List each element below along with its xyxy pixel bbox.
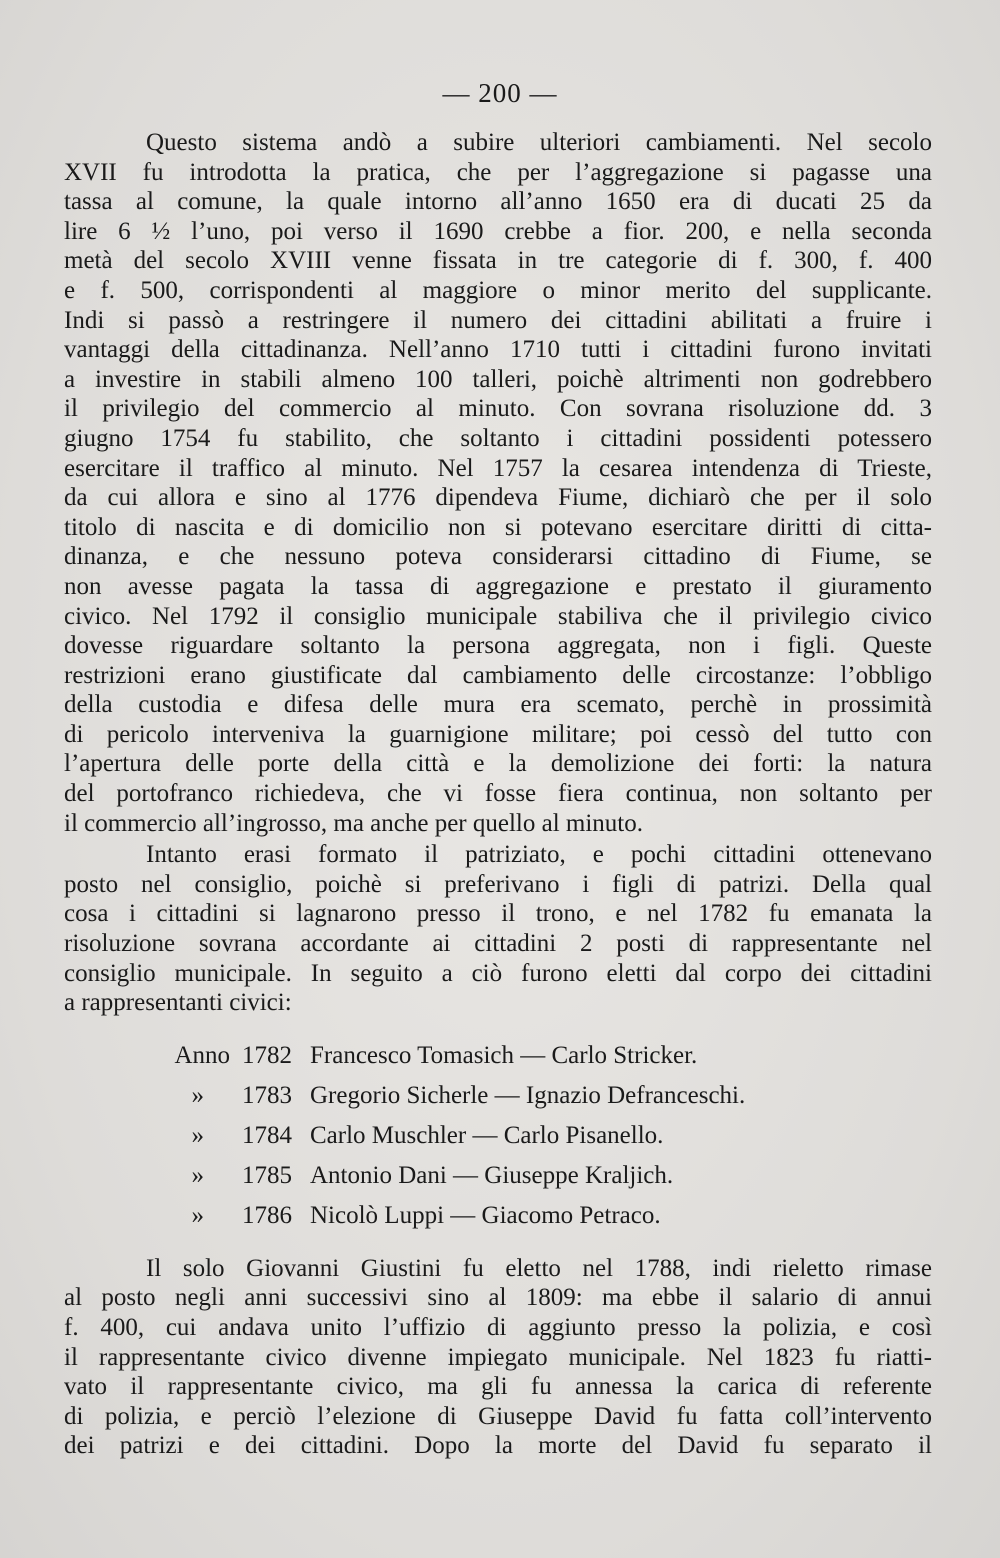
representative-row — [64, 1116, 932, 1156]
text-line: metà del secolo XVIII venne fissata in tre categorie di f. 300, f. 400 — [64, 247, 932, 275]
text-line: a rappresentanti civici: — [64, 989, 292, 1017]
text-line: posto nel consiglio, poichè si preferivano i figli di patrizi. Della qual — [64, 870, 932, 898]
paragraph-cittadinanza-changes — [64, 128, 932, 838]
text-line: cosa i cittadini si lagnarono presso il trono, e nel 1782 fu emanata la — [64, 900, 932, 928]
election-year: 1782 — [242, 1042, 292, 1070]
representative-names: Carlo Muschler — Carlo Pisanello. — [310, 1122, 664, 1150]
year-prefix: » — [191, 1082, 204, 1110]
text-line: Il solo Giovanni Giustini fu eletto nel 1788, indi rieletto rimase — [146, 1254, 932, 1282]
text-line: di polizia, e perciò l’elezione di Giuseppe David fu fatta coll’intervento — [64, 1402, 932, 1430]
text-line: il privilegio del commercio al minuto. Con sovrana risoluzione dd. 3 — [64, 395, 932, 423]
text-line: vato il rappresentante civico, ma gli fu annessa la carica di referente — [64, 1373, 932, 1401]
text-line: l’apertura delle porte della città e la demolizione dei forti: la natura — [64, 750, 932, 778]
paragraph-giustini — [64, 1254, 932, 1461]
text-line: XVII fu introdotta la pratica, che per l’aggregazione si pagasse una — [64, 158, 932, 186]
year-prefix: Anno — [174, 1042, 230, 1070]
text-line: dinanza, e che nessuno poteva considerarsi cittadino di Fiume, se — [64, 543, 932, 571]
representative-row — [64, 1076, 932, 1116]
election-year: 1785 — [242, 1162, 292, 1190]
representative-names: Nicolò Luppi — Giacomo Petraco. — [310, 1202, 661, 1230]
text-line: di pericolo interveniva la guarnigione militare; poi cessò del tutto con — [64, 720, 932, 748]
text-line: del portofranco richiedeva, che vi fosse fiera continua, non soltanto per — [64, 780, 932, 808]
representative-row — [64, 1196, 932, 1236]
year-prefix: » — [191, 1122, 204, 1150]
text-line: a investire in stabili almeno 100 talleri, poichè altrimenti non godrebbero — [64, 365, 932, 393]
text-line: della custodia e difesa delle mura era scemato, perchè in prossimità — [64, 691, 932, 719]
text-line: dei patrizi e dei cittadini. Dopo la morte del David fu separato il — [64, 1432, 932, 1460]
text-line: tassa al comune, la quale intorno all’anno 1650 era di ducati 25 da — [64, 188, 932, 216]
text-line: lire 6 ½ l’uno, poi verso il 1690 crebbe a fior. 200, e nella seconda — [64, 217, 932, 245]
text-line: al posto negli anni successivi sino al 1809: ma ebbe il salario di annui — [64, 1284, 932, 1312]
text-line: il rappresentante civico divenne impiegato municipale. Nel 1823 fu riatti- — [64, 1343, 932, 1371]
representative-names: Francesco Tomasich — Carlo Stricker. — [310, 1042, 698, 1070]
text-line: vantaggi della cittadinanza. Nell’anno 1710 tutti i cittadini furono invitati — [64, 336, 932, 364]
election-year: 1783 — [242, 1082, 292, 1110]
year-prefix: » — [191, 1202, 204, 1230]
page-body — [64, 128, 932, 1461]
representatives-list — [64, 1036, 932, 1236]
text-line: e f. 500, corrispondenti al maggiore o minor merito del supplicante. — [64, 276, 932, 304]
representative-names: Gregorio Sicherle — Ignazio Defranceschi. — [310, 1082, 746, 1110]
text-line: consiglio municipale. In seguito a ciò furono eletti dal corpo dei cittadini — [64, 959, 932, 987]
representative-row — [64, 1036, 932, 1076]
text-line: civico. Nel 1792 il consiglio municipale stabiliva che il privilegio civico — [64, 602, 932, 630]
election-year: 1784 — [242, 1122, 292, 1150]
text-line: Indi si passò a restringere il numero dei cittadini abilitati a fruire i — [64, 306, 932, 334]
text-line: dovesse riguardare soltanto la persona aggregata, non i figli. Queste — [64, 632, 932, 660]
text-line: da cui allora e sino al 1776 dipendeva Fiume, dichiarò che per il solo — [64, 484, 932, 512]
text-line: il commercio all’ingrosso, ma anche per quello al minuto. — [64, 809, 644, 837]
year-prefix: » — [191, 1162, 204, 1190]
text-line: titolo di nascita e di domicilio non si potevano esercitare diritti di citta- — [64, 513, 932, 541]
paragraph-patriziato — [64, 840, 932, 1018]
text-line: risoluzione sovrana accordante ai cittadini 2 posti di rappresentante nel — [64, 930, 932, 958]
text-line: Intanto erasi formato il patriziato, e pochi cittadini ottenevano — [146, 841, 932, 869]
text-line: giugno 1754 fu stabilito, che soltanto i cittadini possidenti potessero — [64, 424, 932, 452]
text-line: f. 400, cui andava unito l’uffizio di aggiunto presso la polizia, e così — [64, 1314, 932, 1341]
text-line: non avesse pagata la tassa di aggregazione e prestato il giuramento — [64, 572, 932, 600]
text-line: Questo sistema andò a subire ulteriori cambiamenti. Nel secolo — [146, 129, 932, 156]
page-number: — 200 — — [442, 78, 558, 108]
election-year: 1786 — [242, 1202, 292, 1230]
representative-names: Antonio Dani — Giuseppe Kraljich. — [310, 1162, 674, 1190]
text-line: esercitare il traffico al minuto. Nel 1757 la cesarea intendenza di Trieste, — [64, 454, 932, 482]
representative-row — [64, 1156, 932, 1196]
text-line: restrizioni erano giustificate dal cambiamento delle circostanze: l’obbligo — [64, 661, 932, 689]
